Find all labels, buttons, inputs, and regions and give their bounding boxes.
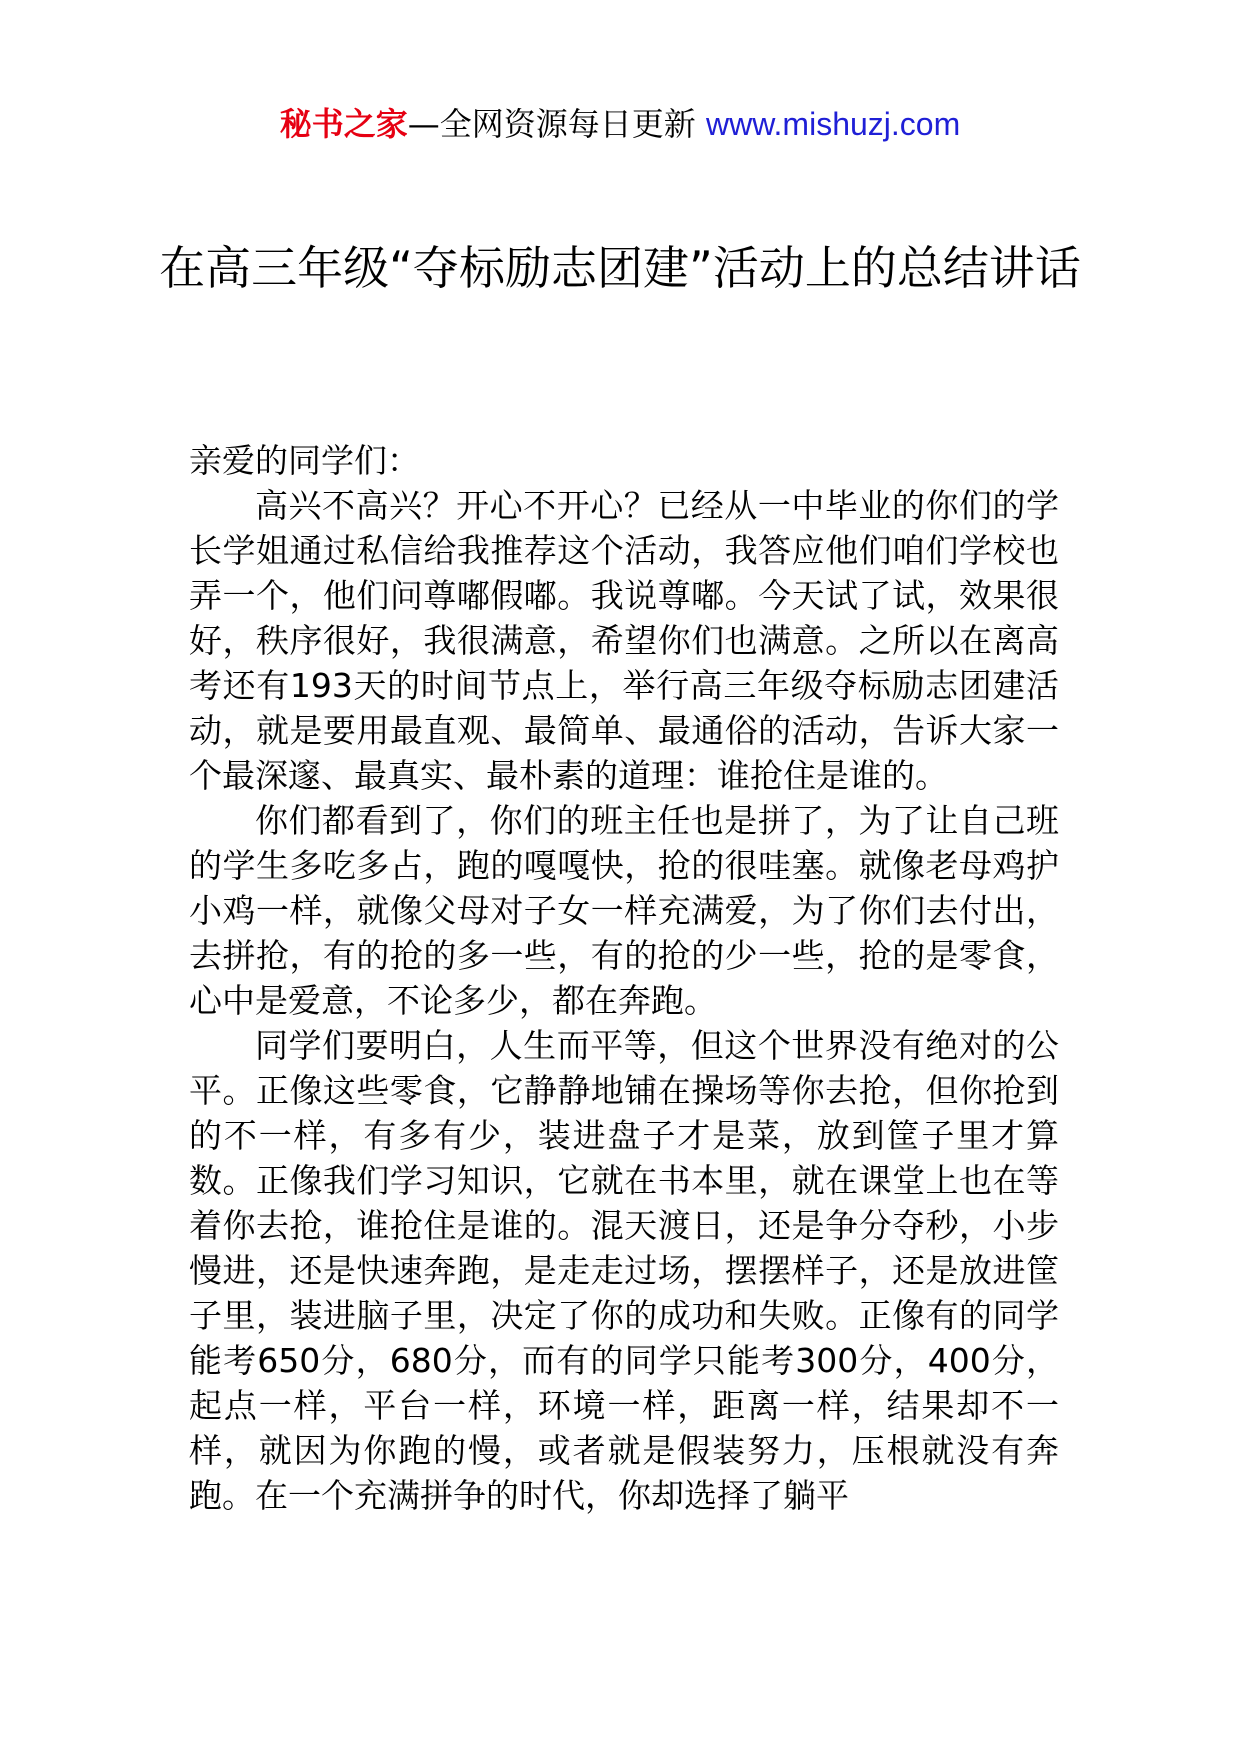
document-body — [189, 438, 1059, 1518]
body-paragraph-2: 你们都看到了，你们的班主任也是拼了，为了让自己班的学生多吃多占，跑的嘎嘎快，抢的很哇塞。就像老母鸡护小鸡一样，就像父母对子女一样充满爱，为了你们去付出，去拼抢，有的抢的多一些，有的抢的少一些，抢的是零食，心中是爱意，不论多少，都在奔跑。 — [189, 801, 1059, 1020]
body-paragraph-3: 同学们要明白，人生而平等，但这个世界没有绝对的公平。正像这些零食，它静静地铺在操场等你去抢，但你抢到的不一样，有多有少，装进盘子才是菜，放到筐子里才算数。正像我们学习知识，它就在书本里，就在课堂上也在等着你去抢，谁抢住是谁的。混天渡日，还是争分夺秒，小步慢进，还是快速奔跑，是走走过场，摆摆样子，还是放进筐子里，装进脑子里，决定了你的成功和失败。正像有的同学能考650分，680分，而有的同学只能考300分，400分，起点一样，平台一样，环境一样，距离一样，结果却不一样，就因为你跑的慢，或者就是假装努力，压根就没有奔跑。在一个充满拼争的时代，你却选择了躺平 — [189, 1026, 1059, 1515]
brand-name: 秘书之家 — [279, 105, 408, 143]
header-tagline: —全网资源每日更新 — [407, 105, 706, 143]
site-url-link[interactable]: www.mishuzj.com — [705, 106, 961, 142]
salutation: 亲爱的同学们： — [189, 441, 420, 480]
document-title: 在高三年级“夺标励志团建”活动上的总结讲话 — [159, 241, 1081, 295]
body-paragraph-1: 高兴不高兴？开心不开心？已经从一中毕业的你们的学长学姐通过私信给我推荐这个活动，我答应他们咱们学校也弄一个，他们问尊嘟假嘟。我说尊嘟。今天试了试，效果很好，秩序很好，我很满意，希望你们也满意。之所以在离高考还有193天的时间节点上，举行高三年级夺标励志团建活动，就是要用最直观、最简单、最通俗的活动，告诉大家一个最深邃、最真实、最朴素的道理：谁抢住是谁的。 — [189, 486, 1059, 795]
site-header — [0, 100, 1240, 148]
